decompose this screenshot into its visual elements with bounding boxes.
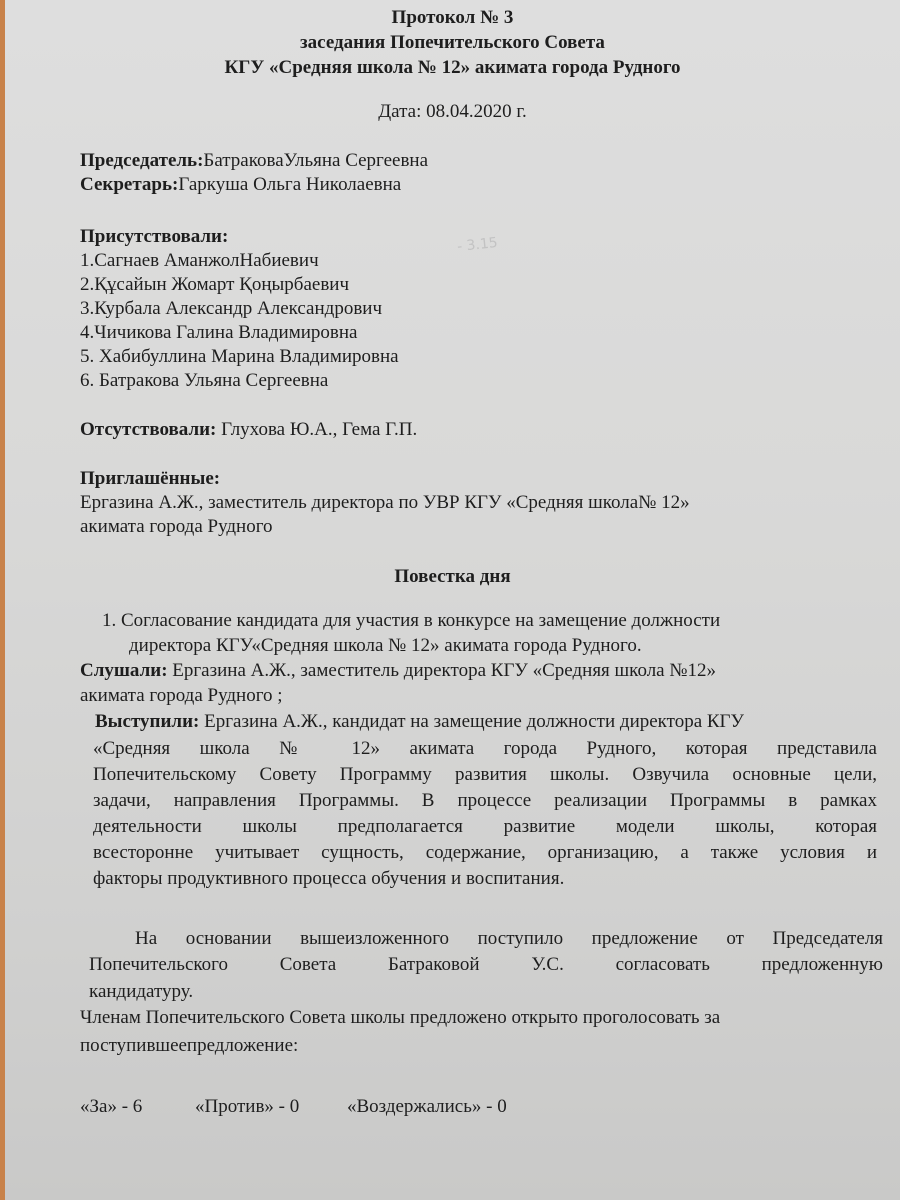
chair-name: БатраковаУльяна Сергеевна xyxy=(203,150,429,171)
heard-line xyxy=(80,659,716,683)
proposal-line: На основании вышеизложенного поступило предложение от Председателя xyxy=(135,928,883,949)
vote-abstained: «Воздержались» - 0 xyxy=(347,1096,507,1117)
absent-names: Глухова Ю.А., Гема Г.П. xyxy=(216,419,418,440)
spoke-paragraph-line: факторы продуктивного процесса обучения и воспитания. xyxy=(93,868,565,889)
document-page xyxy=(5,0,900,1200)
proposal-line: Попечительского Совета Батраковой У.С. согласовать предложенную xyxy=(89,954,883,975)
agenda-item-cont: директора КГУ«Средняя школа № 12» акимата города Рудного. xyxy=(129,635,642,656)
protocol-subtitle: заседания Попечительского Совета xyxy=(300,32,605,53)
present-member: 2.Құсайын Жомарт Қоңырбаевич xyxy=(80,274,350,295)
school-name: КГУ «Средняя школа № 12» акимата города Рудного xyxy=(224,57,681,78)
present-member: 6. Батракова Ульяна Сергеевна xyxy=(80,370,329,391)
agenda-item: 1. Согласование кандидата для участия в конкурсе на замещение должности xyxy=(102,610,721,631)
spoke-paragraph-line: задачи, направления Программы. В процессе реализации Программы в рамках xyxy=(93,790,877,811)
present-member: 5. Хабибуллина Марина Владимировна xyxy=(80,346,399,367)
chair-line xyxy=(80,149,428,173)
invited-line: акимата города Рудного xyxy=(80,516,273,537)
spoke-paragraph-line: деятельности школы предполагается развитие модели школы, которая xyxy=(93,816,877,837)
present-member: 3.Курбала Александр Александрович xyxy=(80,298,383,319)
present-member: 1.Сагнаев АманжолНабиевич xyxy=(80,250,319,271)
secretary-line xyxy=(80,173,401,197)
absent-label: Отсутствовали: xyxy=(80,419,217,440)
invited-heading: Приглашённые: xyxy=(80,468,221,489)
vote-instruction: поступившеепредложение: xyxy=(80,1035,299,1056)
secretary-name: Гаркуша Ольга Николаевна xyxy=(178,174,402,195)
spoke-paragraph-line: Попечительскому Совету Программу развития школы. Озвучила основные цели, xyxy=(93,764,877,785)
protocol-title: Протокол № 3 xyxy=(391,7,514,28)
heard-label: Слушали: xyxy=(80,660,168,681)
spoke-paragraph-line: всесторонне учитывает сущность, содержание, организацию, а также условия и xyxy=(93,842,877,863)
heard-line-cont: акимата города Рудного ; xyxy=(80,685,283,706)
absent-line xyxy=(80,418,417,442)
spoke-text: Ергазина А.Ж., кандидат на замещение должности директора КГУ xyxy=(199,711,744,732)
chair-label: Председатель: xyxy=(80,150,204,171)
heard-text: Ергазина А.Ж., заместитель директора КГУ «Средняя школа №12» xyxy=(167,660,716,681)
meeting-date: Дата: 08.04.2020 г. xyxy=(378,101,527,122)
proposal-line: кандидатуру. xyxy=(89,981,194,1002)
present-heading: Присутствовали: xyxy=(80,226,229,247)
spoke-line xyxy=(95,710,744,734)
vote-instruction: Членам Попечительского Совета школы предложено открыто проголосовать за xyxy=(80,1007,721,1028)
vote-for: «За» - 6 xyxy=(80,1096,143,1117)
spoke-paragraph-line: «Средняя школа № 12» акимата города Рудного, которая представила xyxy=(93,738,877,759)
agenda-heading: Повестка дня xyxy=(394,566,511,587)
present-member: 4.Чичикова Галина Владимировна xyxy=(80,322,358,343)
secretary-label: Секретарь: xyxy=(80,174,179,195)
invited-line: Ергазина А.Ж., заместитель директора по УВР КГУ «Средняя школа№ 12» xyxy=(80,492,690,513)
vote-against: «Против» - 0 xyxy=(195,1096,300,1117)
spoke-label: Выступили: xyxy=(95,711,200,732)
pencil-margin-note: - 3.15 xyxy=(456,234,499,256)
